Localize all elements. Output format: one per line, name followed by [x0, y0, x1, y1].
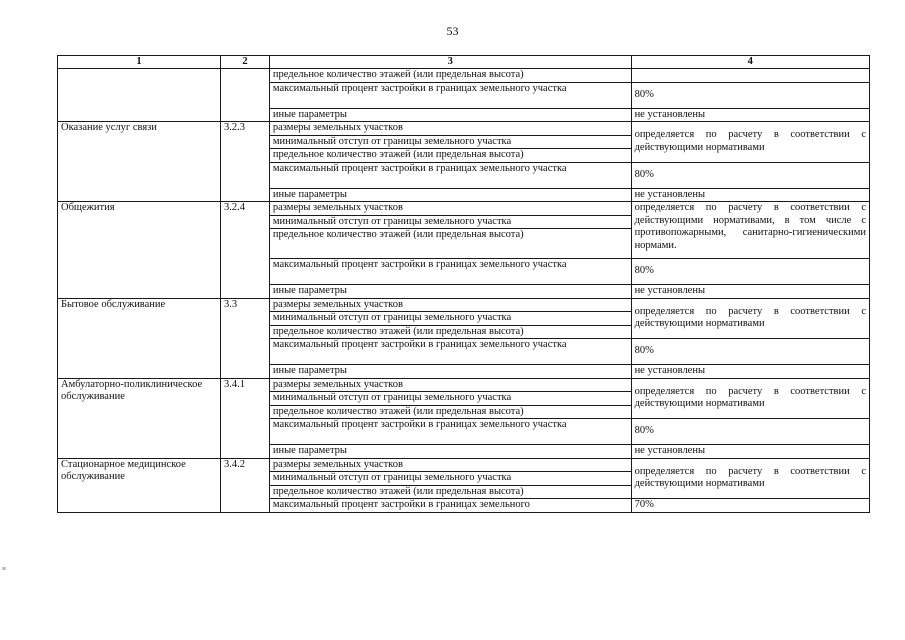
param-cell: предельное количество этажей (или предельная высота): [269, 485, 631, 499]
param-cell: размеры земельных участков: [269, 202, 631, 216]
param-cell: максимальный процент застройки в границах земельного участка: [269, 339, 631, 365]
param-cell: предельное количество этажей (или предельная высота): [269, 325, 631, 339]
norm-value-cell: определяется по расчету в соответствии с действующими нормативами, в том числе с противопожарными, санитарно-гигиеническими нормами.: [631, 202, 869, 259]
param-cell: размеры земельных участков: [269, 378, 631, 392]
other-cell: не установлены: [631, 365, 869, 379]
param-cell: минимальный отступ от границы земельного участка: [269, 215, 631, 229]
param-cell: иные параметры: [269, 365, 631, 379]
table-row: [58, 298, 870, 312]
header-row: [58, 56, 870, 69]
param-cell: предельное количество этажей (или предельная высота): [269, 149, 631, 163]
param-cell: минимальный отступ от границы земельного участка: [269, 472, 631, 486]
type-cell: Стационарное медицинское обслуживание: [58, 458, 221, 512]
param-cell: максимальный процент застройки в границах земельного участка: [269, 82, 631, 108]
type-cell: Бытовое обслуживание: [58, 298, 221, 378]
param-cell: минимальный отступ от границы земельного участка: [269, 392, 631, 406]
norm-value-cell: определяется по расчету в соответствии с действующими нормативами: [631, 122, 869, 163]
percent-cell: 80%: [631, 82, 869, 108]
code-cell: 3.3: [221, 298, 270, 378]
param-cell: максимальный процент застройки в границах земельного: [269, 499, 631, 513]
type-cell: Амбулаторно-поликлиническое обслуживание: [58, 378, 221, 458]
column-header: 1: [58, 56, 221, 69]
norm-value-cell: определяется по расчету в соответствии с действующими нормативами: [631, 458, 869, 499]
code-cell: 3.2.4: [221, 202, 270, 299]
param-cell: размеры земельных участков: [269, 298, 631, 312]
norm-value-cell: определяется по расчету в соответствии с действующими нормативами: [631, 298, 869, 339]
table-row: [58, 458, 870, 472]
code-cell: 3.4.2: [221, 458, 270, 512]
code-cell: 3.4.1: [221, 378, 270, 458]
column-header: 4: [631, 56, 869, 69]
param-cell: размеры земельных участков: [269, 122, 631, 136]
page-number: 53: [446, 24, 459, 38]
type-cell: [58, 69, 221, 122]
param-cell: иные параметры: [269, 108, 631, 122]
param-cell: предельное количество этажей (или предельная высота): [269, 229, 631, 259]
table-row: [58, 378, 870, 392]
table-row: [58, 202, 870, 216]
param-cell: иные параметры: [269, 445, 631, 459]
other-cell: не установлены: [631, 445, 869, 459]
percent-cell: 80%: [631, 339, 869, 365]
regulations-table: [57, 55, 870, 513]
param-cell: иные параметры: [269, 188, 631, 202]
value-cell: [631, 69, 869, 83]
param-cell: предельное количество этажей (или предельная высота): [269, 69, 631, 83]
column-header: 2: [221, 56, 270, 69]
param-cell: максимальный процент застройки в границах земельного участка: [269, 162, 631, 188]
param-cell: размеры земельных участков: [269, 458, 631, 472]
param-cell: минимальный отступ от границы земельного участка: [269, 135, 631, 149]
type-cell: Общежития: [58, 202, 221, 299]
table-row: [58, 122, 870, 136]
percent-cell: 80%: [631, 259, 869, 285]
code-cell: [221, 69, 270, 122]
param-cell: максимальный процент застройки в границах земельного участка: [269, 419, 631, 445]
percent-cell: 80%: [631, 162, 869, 188]
scan-edge-mark: ≡: [2, 565, 6, 573]
type-cell: Оказание услуг связи: [58, 122, 221, 202]
table-row: [58, 69, 870, 83]
other-cell: не установлены: [631, 285, 869, 299]
param-cell: максимальный процент застройки в границах земельного участка: [269, 259, 631, 285]
other-cell: не установлены: [631, 108, 869, 122]
percent-cell: 80%: [631, 419, 869, 445]
percent-cell: 70%: [631, 499, 869, 513]
param-cell: иные параметры: [269, 285, 631, 299]
param-cell: минимальный отступ от границы земельного участка: [269, 312, 631, 326]
column-header: 3: [269, 56, 631, 69]
other-cell: не установлены: [631, 188, 869, 202]
norm-value-cell: определяется по расчету в соответствии с действующими нормативами: [631, 378, 869, 419]
param-cell: предельное количество этажей (или предельная высота): [269, 405, 631, 419]
code-cell: 3.2.3: [221, 122, 270, 202]
